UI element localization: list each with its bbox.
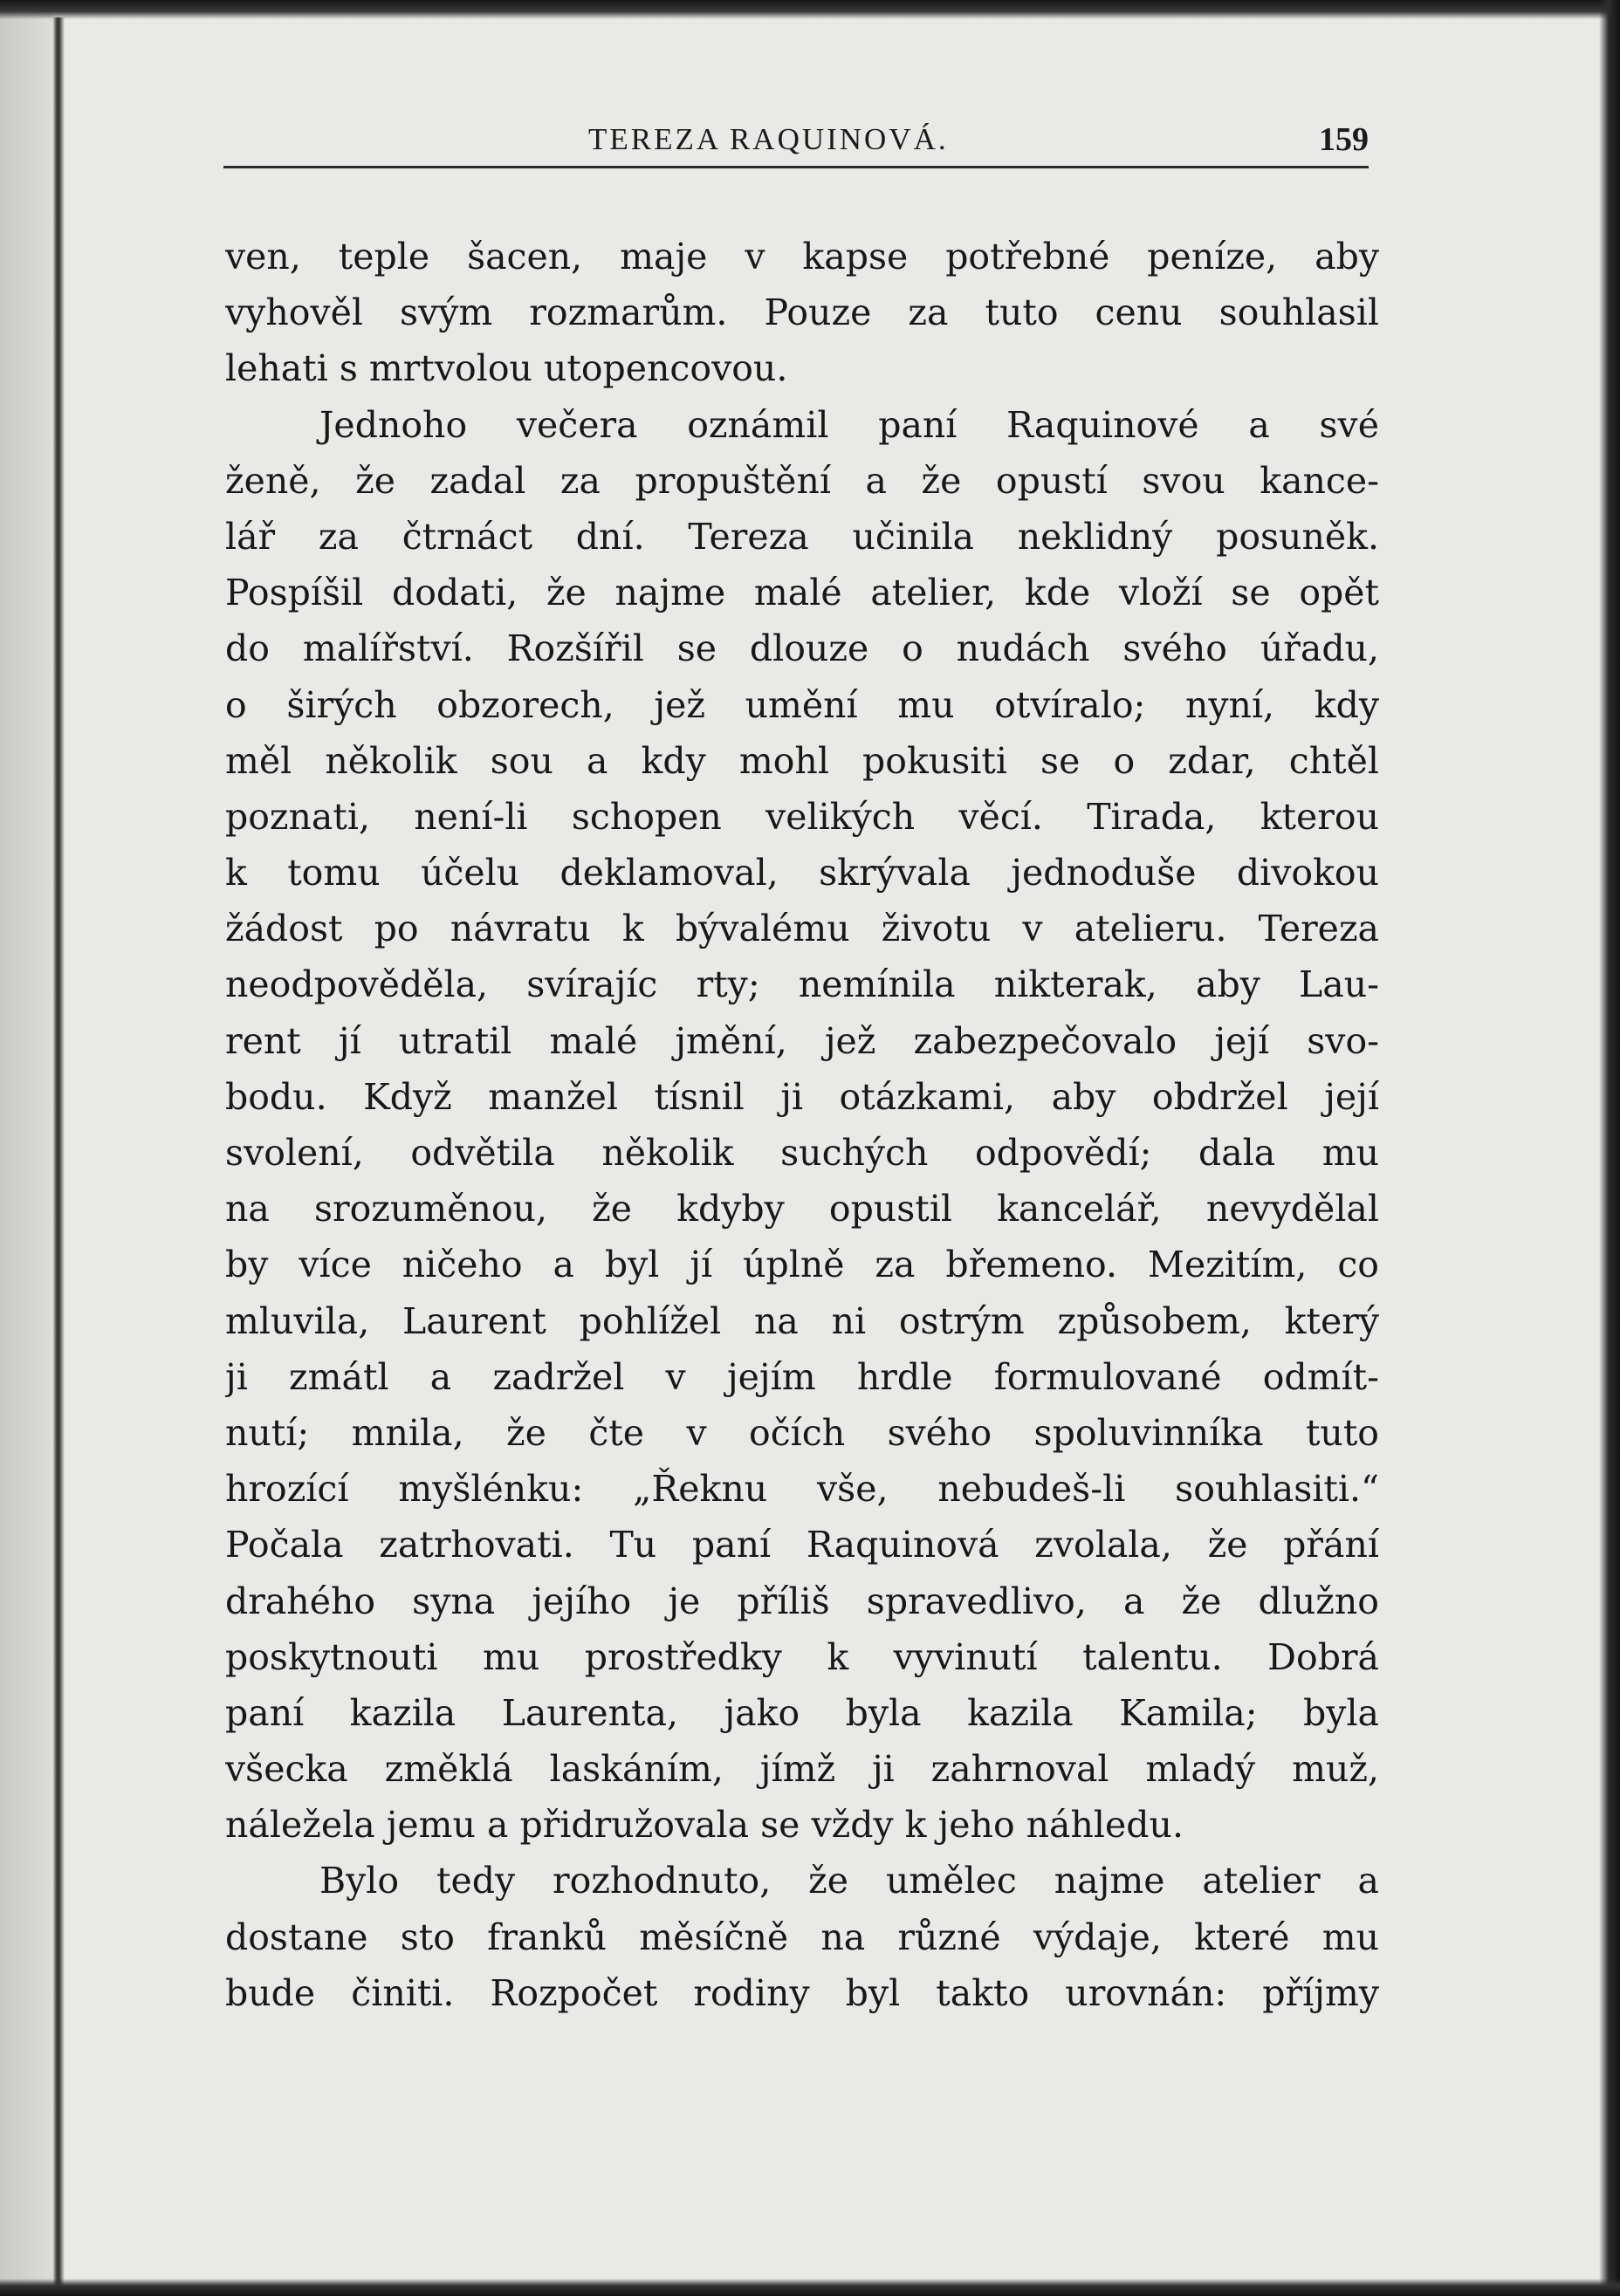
text-line: poskytnouti mu prostředky k vyvinutí talentu. Dobrá	[225, 1635, 1379, 1678]
text-line: lehati s mrtvolou utopencovou.	[225, 347, 788, 390]
text-line: Bylo tedy rozhodnuto, že umělec najme atelier a	[319, 1860, 1379, 1902]
binding-edge-line	[52, 17, 65, 2296]
text-line: všecka změklá laskáním, jímž ji zahrnoval mladý muž,	[225, 1748, 1379, 1791]
text-line: lář za čtrnáct dní. Tereza učinila neklidný posuněk.	[225, 515, 1379, 558]
scan-border-right	[1599, 0, 1620, 2296]
text-line: dostane sto franků měsíčně na různé výdaje, které mu	[225, 1916, 1379, 1958]
body-text	[225, 229, 1379, 2021]
text-line: o širých obzorech, jež umění mu otvíralo; nyní, kdy	[225, 683, 1379, 726]
text-line: bude činiti. Rozpočet rodiny byl takto urovnán: příjmy	[225, 1971, 1379, 2014]
text-line: Jednoho večera oznámil paní Raquinové a své	[319, 403, 1379, 446]
text-line: na srozuměnou, že kdyby opustil kancelář, nevydělal	[225, 1188, 1379, 1230]
page-number: 159	[1319, 121, 1369, 158]
text-line: nutí; mnila, že čte v očích svého spoluvinníka tuto	[225, 1411, 1379, 1454]
text-line: drahého syna jejího je příliš spravedlivo, a že dlužno	[225, 1580, 1379, 1622]
text-line: do malířství. Rozšířil se dlouze o nudách svého úřadu,	[225, 627, 1379, 670]
text-line: poznati, není-li schopen velikých věcí. Tirada, kterou	[225, 795, 1379, 838]
text-line: svolení, odvětila několik suchých odpovědí; dala mu	[225, 1132, 1379, 1174]
text-line: náležela jemu a přidružovala se vždy k jeho náhledu.	[225, 1804, 1184, 1847]
text-line: neodpověděla, svírajíc rty; nemínila nikterak, aby Lau-	[225, 963, 1379, 1006]
running-title: TEREZA RAQUINOVÁ.	[588, 122, 949, 156]
text-line: ženě, že zadal za propuštění a že opustí svou kance-	[225, 459, 1379, 502]
text-line: mluvila, Laurent pohlížel na ni ostrým způsobem, který	[225, 1299, 1379, 1342]
text-line: paní kazila Laurenta, jako byla kazila Kamila; byla	[225, 1691, 1379, 1734]
binding-shadow	[0, 0, 52, 2296]
text-line: hrozící myšlénku: „Řeknu vše, nebudeš-li souhlasiti.“	[225, 1468, 1379, 1511]
scan-border-top	[0, 0, 1620, 19]
text-line: rent jí utratil malé jmění, jež zabezpečovalo její svo-	[225, 1019, 1379, 1062]
text-line: bodu. Když manžel tísnil ji otázkami, aby obdržel její	[225, 1075, 1379, 1118]
text-line: vyhověl svým rozmarům. Pouze za tuto cenu souhlasil	[225, 291, 1379, 334]
text-line: k tomu účelu deklamoval, skrývala jednoduše divokou	[225, 852, 1379, 894]
text-line: Počala zatrhovati. Tu paní Raquinová zvolala, že přání	[225, 1524, 1379, 1566]
text-line: žádost po návratu k bývalému životu v atelieru. Tereza	[225, 908, 1379, 950]
text-line: měl několik sou a kdy mohl pokusiti se o zdar, chtěl	[225, 739, 1379, 782]
text-line: Pospíšil dodati, že najme malé atelier, kde vloží se opět	[225, 572, 1379, 614]
scan-border-bottom	[0, 2279, 1620, 2296]
text-line: ji zmátl a zadržel v jejím hrdle formulované odmít-	[225, 1355, 1379, 1398]
text-line: by více ničeho a byl jí úplně za břemeno. Mezitím, co	[225, 1244, 1379, 1286]
page-header	[223, 120, 1369, 168]
text-line: ven, teple šacen, maje v kapse potřebné peníze, aby	[225, 236, 1379, 278]
